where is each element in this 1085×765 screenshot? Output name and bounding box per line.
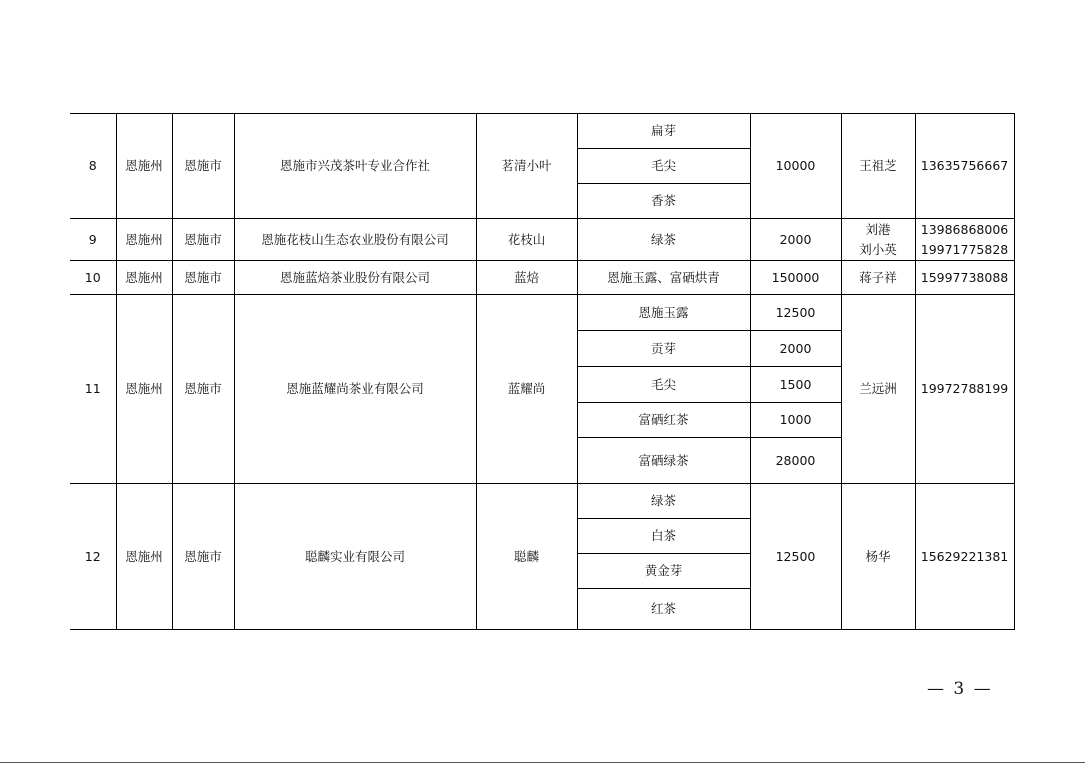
output-cell: 12500 [750,295,841,331]
page-number: — 3 — [927,679,993,699]
table-row [70,114,1014,149]
phone-number: 19971775828 [920,241,1009,257]
output-cell: 2000 [750,331,841,367]
product-cell: 扁芽 [577,114,750,149]
table-row [70,261,1014,295]
city-cell: 恩施市 [172,261,234,295]
product-cell: 绿茶 [577,219,750,261]
table-row [70,295,1014,331]
product-cell: 恩施玉露 [577,295,750,331]
phone-cell: 15997738088 [915,261,1014,295]
company-cell: 恩施蓝耀尚茶业有限公司 [234,295,476,484]
output-cell: 1500 [750,367,841,403]
output-cell: 12500 [750,484,841,630]
tea-enterprise-table [70,113,1015,630]
city-cell: 恩施市 [172,219,234,261]
phone-cell [915,219,1014,261]
product-cell: 白茶 [577,519,750,554]
city-cell: 恩施市 [172,295,234,484]
phone-cell: 15629221381 [915,484,1014,630]
phone-number: 13986868006 [920,221,1009,237]
row-number-cell: 9 [70,219,116,261]
table-row [70,219,1014,261]
contact-cell: 王祖芝 [841,114,915,219]
output-cell: 150000 [750,261,841,295]
city-cell: 恩施市 [172,114,234,219]
product-cell: 恩施玉露、富硒烘青 [577,261,750,295]
output-cell: 10000 [750,114,841,219]
contact-cell: 杨华 [841,484,915,630]
contact-cell: 蒋子祥 [841,261,915,295]
product-cell: 贡芽 [577,331,750,367]
row-number-cell: 11 [70,295,116,484]
prefecture-cell: 恩施州 [116,261,172,295]
table-row [70,484,1014,519]
bottom-divider [0,762,1085,763]
output-cell: 28000 [750,438,841,484]
product-cell: 绿茶 [577,484,750,519]
contact-cell: 兰远洲 [841,295,915,484]
product-cell: 红茶 [577,589,750,630]
row-number-cell: 12 [70,484,116,630]
company-cell: 恩施市兴茂茶叶专业合作社 [234,114,476,219]
city-cell: 恩施市 [172,484,234,630]
brand-cell: 聪麟 [476,484,577,630]
row-number-cell: 8 [70,114,116,219]
product-cell: 富硒红茶 [577,403,750,438]
prefecture-cell: 恩施州 [116,219,172,261]
product-cell: 香茶 [577,184,750,219]
brand-cell: 蓝耀尚 [476,295,577,484]
contact-name: 刘小英 [859,241,897,257]
prefecture-cell: 恩施州 [116,484,172,630]
company-cell: 恩施花枝山生态农业股份有限公司 [234,219,476,261]
tea-enterprise-table-container [70,113,1015,630]
brand-cell: 茗清小叶 [476,114,577,219]
prefecture-cell: 恩施州 [116,295,172,484]
product-cell: 毛尖 [577,367,750,403]
company-cell: 恩施蓝焙茶业股份有限公司 [234,261,476,295]
prefecture-cell: 恩施州 [116,114,172,219]
product-cell: 黄金芽 [577,554,750,589]
output-cell: 1000 [750,403,841,438]
phone-cell: 19972788199 [915,295,1014,484]
brand-cell: 蓝焙 [476,261,577,295]
brand-cell: 花枝山 [476,219,577,261]
company-cell: 聪麟实业有限公司 [234,484,476,630]
phone-cell: 13635756667 [915,114,1014,219]
output-cell: 2000 [750,219,841,261]
contact-cell [841,219,915,261]
contact-name: 刘港 [865,221,891,237]
product-cell: 富硒绿茶 [577,438,750,484]
product-cell: 毛尖 [577,149,750,184]
row-number-cell: 10 [70,261,116,295]
